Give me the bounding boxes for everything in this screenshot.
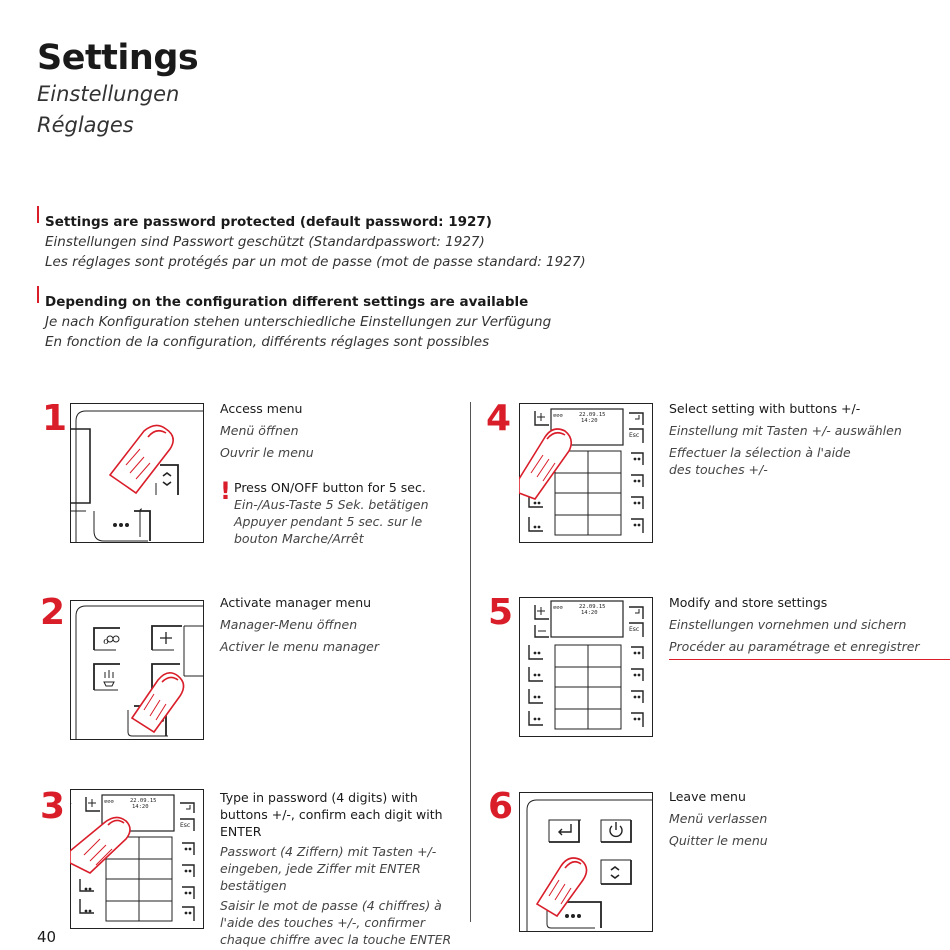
step-6-fr: Quitter le menu — [669, 833, 768, 848]
step-4-de: Einstellung mit Tasten +/- auswählen — [669, 423, 902, 438]
step-3-text — [220, 789, 466, 948]
page-subtitle-de: Einstellungen — [37, 82, 180, 106]
step-1-de: Menü öffnen — [220, 423, 299, 438]
step-3-fr: Saisir le mot de passe (4 chiffres) à l'aide des touches +/-, confirmer chaque chiffre avec la touche ENTER — [220, 898, 452, 947]
figure-step-5 — [519, 597, 653, 737]
step-number-3: 3 — [40, 786, 66, 827]
step-5-de: Einstellungen vornehmen und sichern — [669, 617, 907, 632]
step-4-text — [669, 400, 909, 478]
step-5-en: Modify and store settings — [669, 595, 828, 610]
svg-text:⊘⊘⊘: ⊘⊘⊘ — [104, 799, 114, 805]
step-4-en: Select setting with buttons +/- — [669, 401, 861, 416]
step-2-en: Activate manager menu — [220, 595, 372, 610]
figure-step-4 — [519, 403, 653, 543]
note-configuration-en: Depending on the configuration different settings are available — [45, 294, 529, 310]
step-number-6: 6 — [488, 786, 514, 827]
figure-step-6 — [519, 792, 653, 932]
step-6-de: Menü verlassen — [669, 811, 768, 826]
svg-text:⊘⊘⊘: ⊘⊘⊘ — [553, 605, 563, 611]
warning-en: Press ON/OFF button for 5 sec. — [234, 480, 426, 495]
display-date: 22.09.15 — [579, 412, 606, 418]
note-password-en: Settings are password protected (default password: 1927) — [45, 214, 492, 230]
accent-underline — [669, 659, 950, 660]
note-configuration — [37, 292, 551, 352]
step-1-en: Access menu — [220, 401, 303, 416]
figure-step-3 — [70, 789, 204, 929]
page-number: 40 — [37, 928, 57, 946]
step-number-1: 1 — [42, 398, 68, 439]
display-date: 22.09.15 — [579, 604, 606, 610]
display-time: 14:20 — [581, 418, 598, 424]
page-title: Settings — [37, 38, 199, 78]
step-4-fr: Effectuer la sélection à l'aide des touches +/- — [669, 445, 851, 477]
step-number-5: 5 — [488, 592, 514, 633]
step-3-en: Type in password (4 digits) with buttons +/-, confirm each digit with ENTER — [220, 790, 443, 839]
display-time: 14:20 — [132, 804, 149, 810]
step-2-text — [220, 594, 460, 655]
note-password-de: Einstellungen sind Passwort geschützt (Standardpasswort: 1927) — [45, 234, 485, 250]
step-3-de: Passwort (4 Ziffern) mit Tasten +/- eingeben, jede Ziffer mit ENTER bestätigen — [220, 844, 437, 893]
svg-text:ℴ: ℴ — [103, 633, 110, 648]
step-2-fr: Activer le menu manager — [220, 639, 380, 654]
figure-step-1 — [70, 403, 204, 543]
step-5-text — [669, 594, 939, 655]
note-configuration-de: Je nach Konfiguration stehen unterschiedliche Einstellungen zur Verfügung — [45, 314, 552, 330]
warning-de: Ein-/Aus-Taste 5 Sek. betätigen — [234, 497, 429, 512]
step-number-4: 4 — [486, 398, 512, 439]
warning-icon: ! — [220, 477, 231, 505]
step-number-2: 2 — [40, 592, 66, 633]
display-time: 14:20 — [581, 610, 598, 616]
svg-text:⊘⊘⊘: ⊘⊘⊘ — [553, 413, 563, 419]
esc-label: Esc — [629, 432, 640, 439]
step-5-fr: Procéder au paramétrage et enregistrer — [669, 639, 920, 654]
note-password — [37, 212, 586, 272]
page-subtitle-fr: Réglages — [37, 113, 134, 137]
step-6-en: Leave menu — [669, 789, 746, 804]
warning-fr: Appuyer pendant 5 sec. sur le bouton Marche/Arrêt — [234, 514, 423, 546]
note-password-fr: Les réglages sont protégés par un mot de passe (mot de passe standard: 1927) — [45, 254, 586, 270]
step-1-fr: Ouvrir le menu — [220, 445, 314, 460]
display-date: 22.09.15 — [130, 798, 157, 804]
note-marker — [37, 286, 39, 303]
figure-step-2 — [70, 600, 204, 740]
esc-label: Esc — [629, 626, 640, 633]
step-1-text — [220, 400, 460, 461]
note-configuration-fr: En fonction de la configuration, différents réglages sont possibles — [45, 334, 490, 350]
step-2-de: Manager-Menu öffnen — [220, 617, 358, 632]
note-marker — [37, 206, 39, 223]
esc-label: Esc — [180, 822, 191, 829]
step-6-text — [669, 788, 909, 849]
